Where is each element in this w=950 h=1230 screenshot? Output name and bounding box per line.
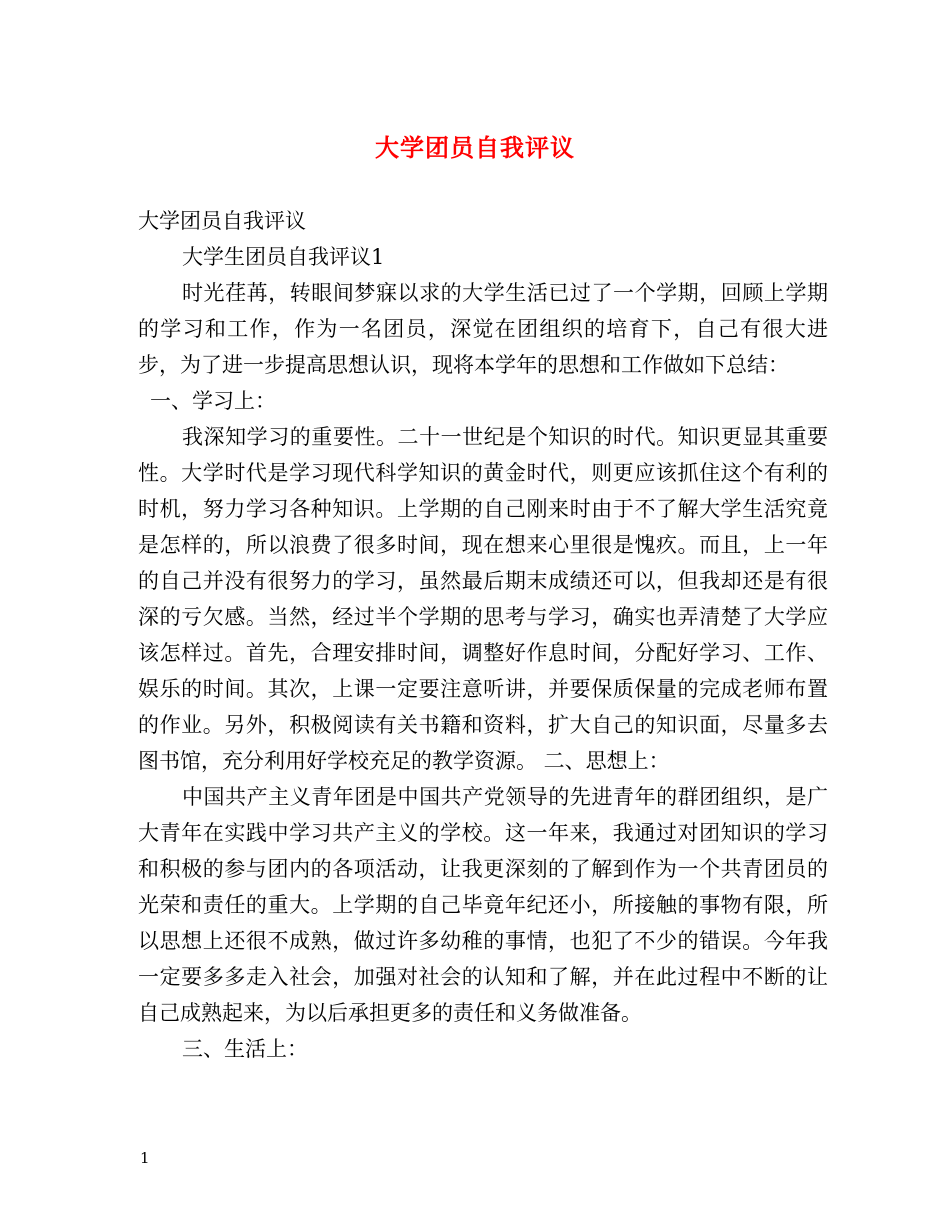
section-heading-life: 三、生活上： <box>182 1037 308 1061</box>
paragraph-study: 我深知学习的重要性。二十一世纪是个知识的时代。知识更显其重要性。大学时代是学习现代科学知识的黄金时代，则更应该抓住这个有利的时机，努力学习各种知识。上学期的自己刚来时由于不了解大学生活究竟是怎样的，所以浪费了很多时间，现在想来心里很是愧疚。而且，上一年的自己并没有很努力的学习，虽然最后期末成绩还可以，但我却还是有很深的亏欠感。当然，经过半个学期的思考与学习，确实也弄清楚了大学应该怎样过。首先，合理安排时间，调整好作息时间，分配好学习、工作、娱乐的时间。其次，上课一定要注意听讲，并要保质保量的完成老师布置的作业。另外，积极阅读有关书籍和资料，扩大自己的知识面，尽量多去图书馆，充分利用好学校充足的教学资源。 二、思想上： <box>138 425 828 773</box>
document-title: 大学团员自我评议 <box>375 133 575 162</box>
paragraph-intro: 时光荏苒，转眼间梦寐以求的大学生活已过了一个学期，回顾上学期的学习和工作，作为一名团员，深觉在团组织的培育下，自己有很大进步，为了进一步提高思想认识，现将本学年的思想和工作做如下总结： <box>138 281 828 377</box>
page-number: 1 <box>140 1149 150 1167</box>
document-body <box>138 203 828 1067</box>
paragraph-subheading: 大学生团员自我评议1 <box>182 245 385 269</box>
paragraph-heading: 大学团员自我评议 <box>138 209 306 233</box>
paragraph-thought: 中国共产主义青年团是中国共产党领导的先进青年的群团组织，是广大青年在实践中学习共产主义的学校。这一年来，我通过对团知识的学习和积极的参与团内的各项活动，让我更深刻的了解到作为一个共青团员的光荣和责任的重大。上学期的自己毕竟年纪还小，所接触的事物有限，所以思想上还很不成熟，做过许多幼稚的事情，也犯了不少的错误。今年我一定要多多走入社会，加强对社会的认知和了解，并在此过程中不断的让自己成熟起来，为以后承担更多的责任和义务做准备。 <box>138 785 828 1025</box>
section-heading-study: 一、学习上： <box>150 389 276 413</box>
